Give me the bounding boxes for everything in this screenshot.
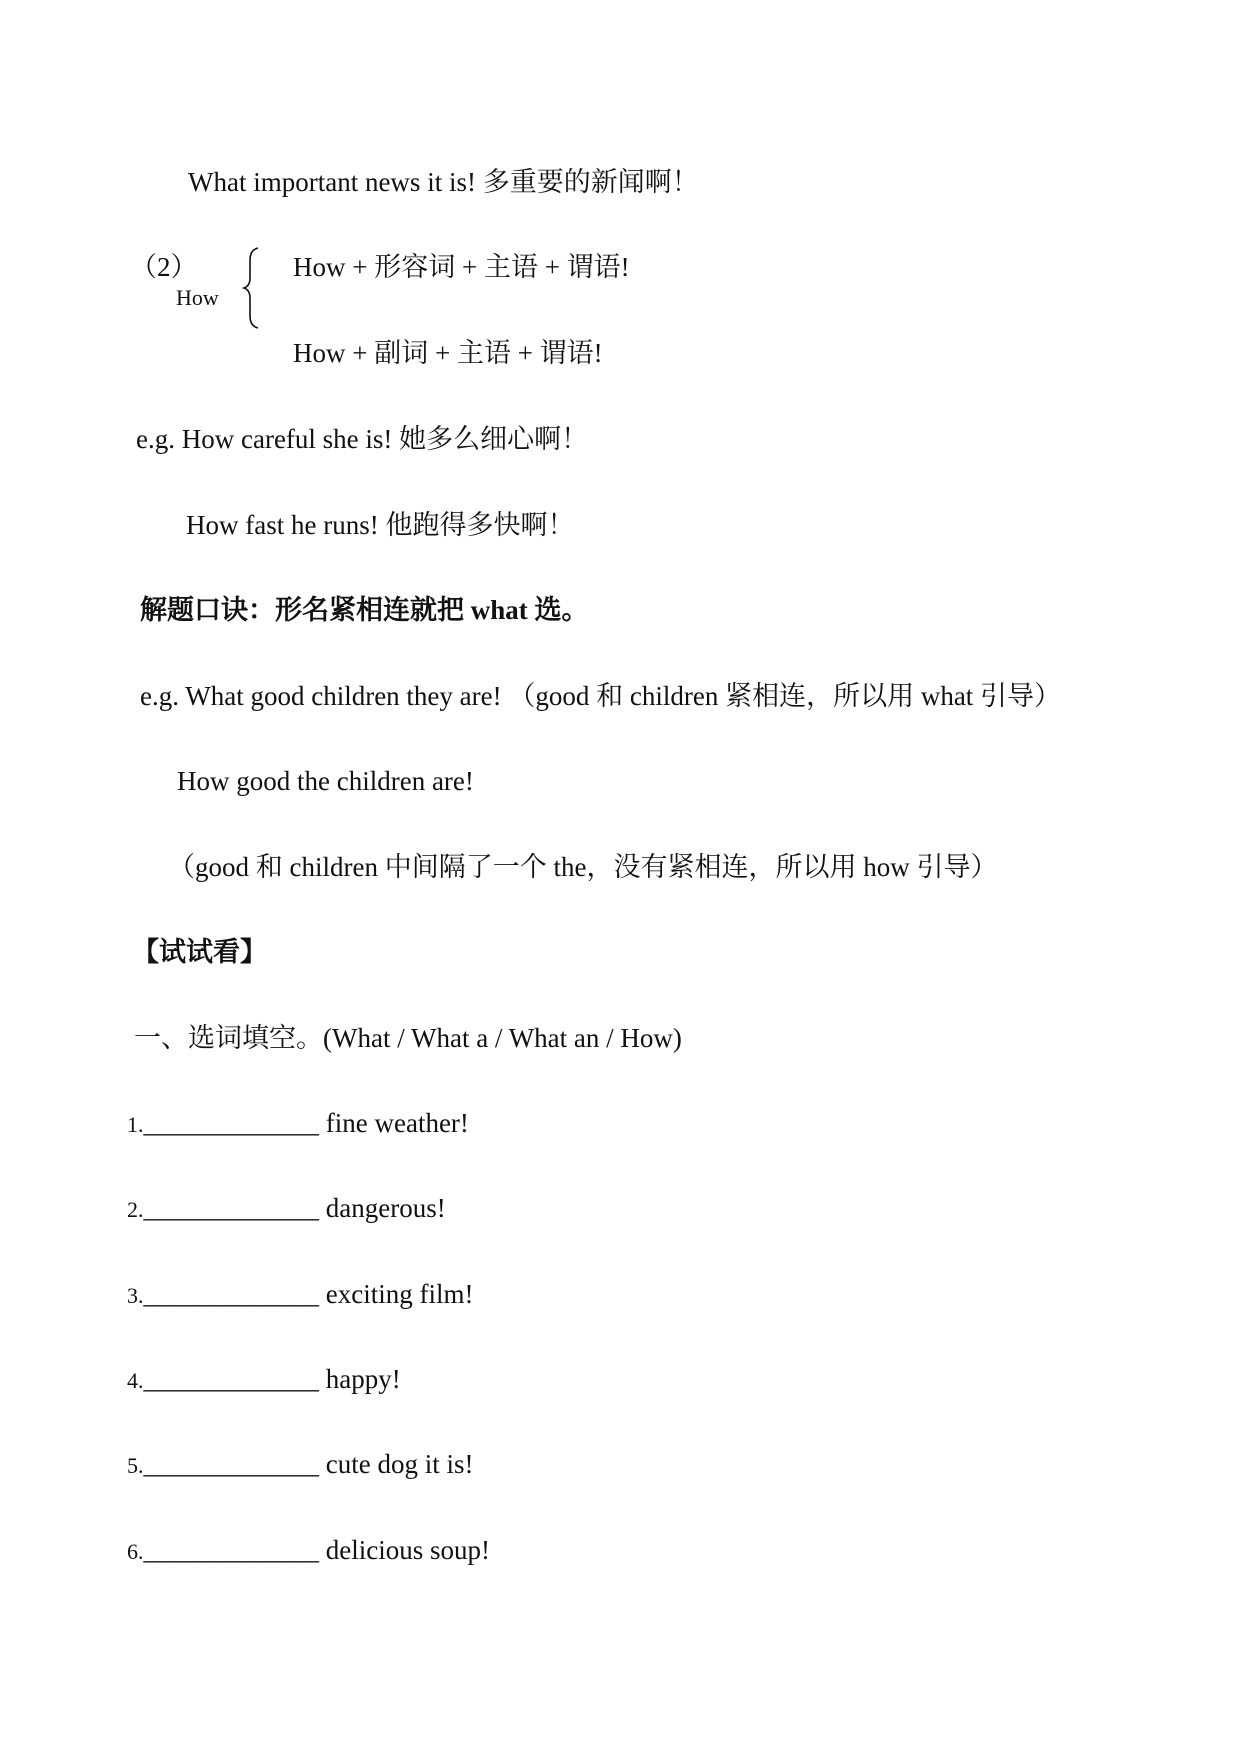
tip-example-2-note: （good 和 children 中间隔了一个 the，没有紧相连，所以用 how 引导）	[168, 852, 998, 882]
item-text: delicious soup!	[319, 1535, 490, 1565]
answer-blank[interactable]: _____________	[143, 1193, 319, 1223]
item-text: exciting film!	[319, 1279, 474, 1309]
item-number: 2.	[127, 1197, 144, 1222]
item-text: cute dog it is!	[319, 1449, 474, 1479]
rule-label: How	[176, 285, 219, 310]
list-item	[127, 1106, 469, 1142]
list-item	[127, 1533, 490, 1569]
left-brace-icon	[240, 246, 270, 330]
practice-instruction: 一、选词填空。(What / What a / What an / How)	[134, 1023, 682, 1053]
example-what-sentence: What important news it is! 多重要的新闻啊！	[188, 167, 699, 197]
tip-example-1: e.g. What good children they are! （good 和 children 紧相连，所以用 what 引导）	[140, 681, 1062, 711]
tip-title: 解题口诀：形名紧相连就把 what 选。	[140, 595, 589, 625]
item-number: 3.	[127, 1283, 144, 1308]
list-item	[127, 1362, 401, 1398]
answer-blank[interactable]: _____________	[143, 1535, 319, 1565]
list-item	[127, 1191, 446, 1227]
how-example-1: e.g. How careful she is! 她多么细心啊！	[136, 424, 589, 454]
answer-blank[interactable]: _____________	[143, 1279, 319, 1309]
answer-blank[interactable]: _____________	[143, 1449, 319, 1479]
item-number: 5.	[127, 1453, 144, 1478]
pattern-adjective: How + 形容词 + 主语 + 谓语!	[293, 252, 630, 282]
tip-example-2: How good the children are!	[177, 766, 474, 796]
item-text: fine weather!	[319, 1108, 469, 1138]
answer-blank[interactable]: _____________	[143, 1364, 319, 1394]
item-number: 6.	[127, 1539, 144, 1564]
item-number: 1.	[127, 1112, 144, 1137]
list-item	[127, 1447, 473, 1483]
list-item	[127, 1277, 473, 1313]
pattern-adverb: How + 副词 + 主语 + 谓语!	[293, 338, 603, 368]
item-number: 4.	[127, 1368, 144, 1393]
answer-blank[interactable]: _____________	[143, 1108, 319, 1138]
practice-heading: 【试试看】	[132, 937, 267, 967]
rule-number: （2）	[130, 252, 198, 282]
item-text: happy!	[319, 1364, 401, 1394]
item-text: dangerous!	[319, 1193, 446, 1223]
how-example-2: How fast he runs! 他跑得多快啊！	[186, 510, 575, 540]
